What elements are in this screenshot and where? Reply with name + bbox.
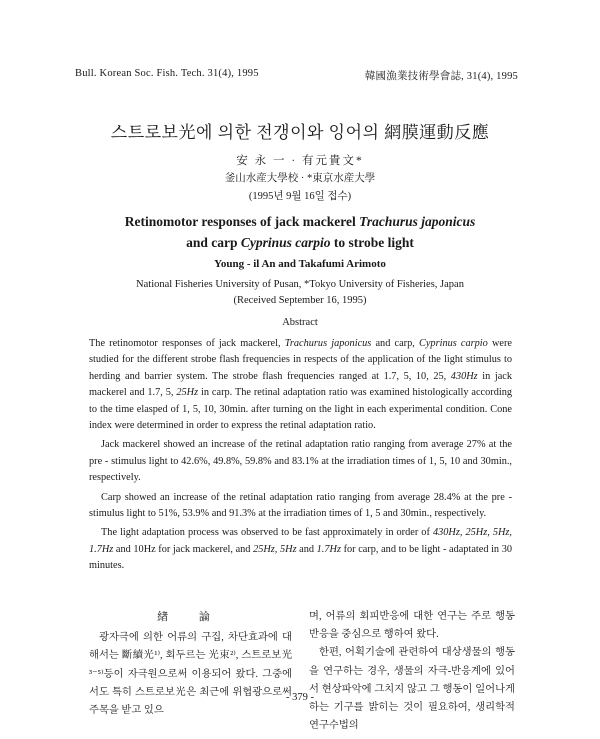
korean-received-date: (1995년 9월 16일 접수) (248, 191, 352, 202)
english-authors: Young - il An and Takafumi Arimoto (214, 258, 386, 270)
english-affiliation (0, 277, 600, 309)
korean-affiliations: 釜山水産大學校 · *東京水産大學 (224, 173, 376, 184)
abstract-paragraph: The light adaptation process was observed to be fast approximately in order of 430Hz, 25Hz, 5Hz, 1.7Hz and 10Hz for jack mackerel, and 25Hz, 5Hz and 1.7Hz for carp, and to be light - adaptated in 30 minutes. (89, 527, 513, 572)
english-title-text: and carp (186, 235, 241, 250)
species-name-carp: Cyprinus carpio (240, 235, 331, 250)
abstract-paragraph: The retinomotor responses of jack mackerel, Trachurus japonicus and carp, Cyprinus carpio were studied for the different strobe flash frequencies in respects of the application of the light stimulus to herding and barrier system. The strobe flash frequencies ranged at 1.7, 5, 10, 25, 430Hz in jack mackerel and 1.7, 5, 25Hz in carp. The retinal adaptation ratio was examined histologically according to the time elasped of 1, 5, 10, 30min. after turning on the light in each experimental condition. Cone index were determined in order to express the retinal adaptation ratio. (89, 338, 512, 432)
abstract-heading: Abstract (282, 317, 318, 328)
species-name-jack-mackerel: Trachurus japonicus (359, 214, 476, 229)
english-title (0, 211, 600, 253)
body-column-right (309, 608, 515, 735)
abstract-body (89, 336, 512, 578)
body-paragraph: 한편, 어획기술에 관련하여 대상생물의 행동을 연구하는 경우, 생물의 자극-반응계에 있어서 현상파악에 그치지 않고 그 행동이 일어나게 하는 기구를 밝히는 것이 필요하여, 생리학적 연구수법의 (309, 647, 515, 732)
affiliation-line: National Fisheries University of Pusan, *Tokyo University of Fisheries, Japan (136, 279, 464, 290)
abstract-paragraph: Carp showed an increase of the retinal adaptation ratio ranging from average 28.4% at the pre - stimulus light to 51%, 53.9% and 91.3% at the irradiation times of 1, 5 and 30min., respectively. (89, 491, 512, 520)
journal-header-english: Bull. Korean Soc. Fish. Tech. 31(4), 1995 (75, 68, 259, 79)
english-title-text: Retinomotor responses of jack mackerel (124, 214, 360, 229)
korean-title: 스트로보光에 의한 전갱이와 잉어의 網膜運動反應 (110, 123, 490, 142)
section-heading-introduction: 緖 論 (157, 611, 224, 623)
page-number: - 379 - (286, 692, 314, 703)
korean-authors: 安 永 一 · 有元貴文* (236, 155, 364, 167)
journal-header-korean: 韓國漁業技術學會誌, 31(4), 1995 (364, 71, 518, 82)
english-title-text: to strobe light (330, 235, 414, 250)
english-received-date: (Received September 16, 1995) (233, 295, 367, 306)
body-paragraph: 며, 어류의 회피반응에 대한 연구는 주로 행동반응을 중심으로 행하여 왔다. (309, 611, 515, 641)
body-paragraph: 광자극에 의한 어류의 구집, 차단효과에 대해서는 斷續光¹⁾, 회두르는 光束²⁾, 스트로보光³⁻⁵⁾등이 자극원으로써 이용되어 왔다. 그중에서도 특히 스트로보光은 최근에 위협광으로써 주목을 받고 있으 (89, 632, 292, 717)
body-column-left (89, 608, 292, 720)
abstract-paragraph: Jack mackerel showed an increase of the retinal adaptation ratio ranging from average 27% at the pre - stimulus light to 42.6%, 49.8%, 59.8% and 83.1% at the irradiation times of 1, 5, 10 and 30min., respectively. (89, 439, 512, 484)
